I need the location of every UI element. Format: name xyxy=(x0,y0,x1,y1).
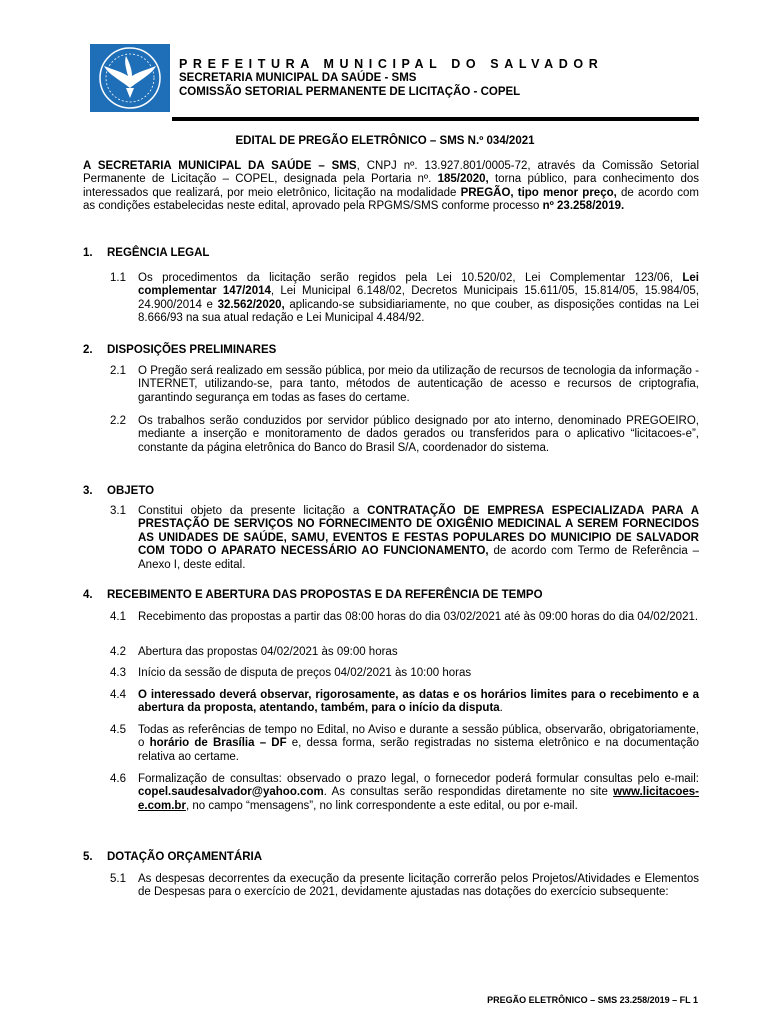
header-secretariat: SECRETARIA MUNICIPAL DA SAÚDE - SMS xyxy=(179,72,417,84)
text-run: . As consultas serão respondidas diretamente no site xyxy=(323,786,614,799)
section-number: 3. xyxy=(83,485,93,497)
clause-4-4 xyxy=(110,689,699,716)
page-footer: PREGÃO ELETRÔNICO – SMS 23.258/2019 – FL 1 xyxy=(487,995,698,1005)
section-number: 4. xyxy=(83,589,93,601)
text-run: Os procedimentos da licitação serão regidos pela Lei 10.520/02, Lei Complementar 123/06, xyxy=(138,272,683,284)
header-city: PREFEITURA MUNICIPAL DO SALVADOR xyxy=(179,57,604,71)
clause-text xyxy=(138,667,699,680)
clause-2-2 xyxy=(110,415,699,455)
section-heading-1 xyxy=(83,247,209,259)
clause-3-1 xyxy=(110,505,699,572)
clause-4-2 xyxy=(110,646,699,659)
clause-text xyxy=(138,773,699,813)
clause-text xyxy=(138,415,699,455)
clause-number: 5.1 xyxy=(110,873,126,885)
clause-text xyxy=(138,365,699,405)
text-run: Todas as referências de tempo no Edital, no Aviso e durante a sessão pública, observarão, obrigatoriamente, o xyxy=(138,724,699,750)
text-run: Recebimento das propostas a partir das 08:00 horas do dia 03/02/2021 até às 09:00 horas do dia 04/02/2021. xyxy=(138,611,699,623)
text-run: As despesas decorrentes da execução da presente licitação correrão pelos Projetos/Atividades e Elementos de Despesas para o exercício de 2021, devidamente ajustadas nas dotações do exercício subsequente: xyxy=(138,873,699,899)
clause-text xyxy=(138,873,699,900)
text-run: Início da sessão de disputa de preços 04/02/2021 às 10:00 horas xyxy=(138,667,472,679)
intro-paragraph xyxy=(83,160,699,214)
section-title: OBJETO xyxy=(107,485,155,497)
clause-text xyxy=(138,505,699,572)
text-run: horário de Brasília – DF xyxy=(149,737,287,750)
clause-number: 2.1 xyxy=(110,365,126,377)
section-heading-3 xyxy=(83,485,154,497)
section-heading-4 xyxy=(83,589,543,601)
text-run: www.licitacoes-e.com.br xyxy=(138,786,699,812)
section-title: DOTAÇÃO ORÇAMENTÁRIA xyxy=(107,851,263,863)
text-run: , Lei Municipal 6.148/02, Decretos Municipais 15.611/05, 15.814/05, 15.984/05, 24.900/2014 e xyxy=(138,285,699,311)
text-run: de acordo com Termo de Referência – Anexo I, deste edital. xyxy=(138,545,699,571)
clause-number: 4.3 xyxy=(110,667,126,679)
text-run: A SECRETARIA MUNICIPAL DA SAÚDE – SMS xyxy=(83,160,357,172)
text-run: Os trabalhos serão conduzidos por servidor público designado por ato interno, denominado PREGOEIRO, mediante a inserção e monitoramento de dados gerados ou transferidos para o aplicativo “licitacoes-e”, constante da página eletrônica do Banco do Brasil S/A, coordenador do sistema. xyxy=(138,415,699,454)
clause-5-1 xyxy=(110,873,699,900)
text-run: . xyxy=(499,702,503,715)
text-run: torna público, para conhecimento dos interessados que realizará, por meio eletrônico, licitação na modalidade xyxy=(83,173,700,199)
clause-number: 1.1 xyxy=(110,272,126,284)
text-run: CONTRATAÇÃO DE EMPRESA ESPECIALIZADA PARA A PRESTAÇÃO DE SERVIÇOS NO FORNECIMENTO DE OXIGÊNIO MEDICINAL A SEREM FORNECIDOS AS UNIDADES DE SAÚDE, SAMU, EVENTOS E FESTAS POPULARES DO MUNICIPIO DE SALVADOR COM TODO O APARATO NECESSÁRIO AO FUNCIONAMENTO, xyxy=(138,505,699,558)
section-number: 1. xyxy=(83,247,93,259)
section-heading-5 xyxy=(83,851,262,863)
clause-2-1 xyxy=(110,365,699,405)
text-run: de acordo com as condições estabelecidas neste edital, aprovado pela RPGMS/SMS conforme processo xyxy=(83,186,699,213)
clause-text xyxy=(138,724,699,764)
clause-text xyxy=(138,611,699,624)
dove-seal-icon xyxy=(90,44,170,112)
text-run: 185/2020, xyxy=(437,173,489,186)
text-run: , no campo “mensagens”, no link correspondente a este edital, ou por e-mail. xyxy=(185,799,578,812)
clause-4-1 xyxy=(110,611,699,624)
header-divider xyxy=(172,117,699,121)
clause-number: 4.5 xyxy=(110,724,126,736)
clause-4-6 xyxy=(110,773,699,813)
section-number: 2. xyxy=(83,344,93,356)
logo xyxy=(90,44,170,112)
section-title: REGÊNCIA LEGAL xyxy=(107,247,210,259)
text-run: , CNPJ nº. 13.927.801/0005-72, através da Comissão Setorial Permanente de Licitação – COPEL, designada pela Portaria nº. xyxy=(83,160,700,186)
clause-number: 4.1 xyxy=(110,611,126,623)
text-run: Abertura das propostas 04/02/2021 às 09:00 horas xyxy=(138,646,398,658)
clause-number: 4.4 xyxy=(110,689,126,701)
text-run: 32.562/2020, xyxy=(217,298,285,311)
header-commission: COMISSÃO SETORIAL PERMANENTE DE LICITAÇÃO - COPEL xyxy=(179,86,521,98)
clause-4-3 xyxy=(110,667,699,680)
clause-text xyxy=(138,646,699,659)
clause-1-1 xyxy=(110,272,699,326)
clause-number: 4.2 xyxy=(110,646,126,658)
clause-text xyxy=(138,272,699,326)
text-run: Constitui objeto da presente licitação a xyxy=(138,505,368,517)
text-run: O Pregão será realizado em sessão pública, por meio da utilização de recursos de tecnologia da informação - INTERNET, utilizando-se, para tanto, métodos de autenticação de acesso e recursos de criptografia, garantindo segurança em todas as fases do certame. xyxy=(138,365,699,404)
section-title: DISPOSIÇÕES PRELIMINARES xyxy=(107,344,277,356)
clause-number: 4.6 xyxy=(110,773,126,785)
clause-number: 3.1 xyxy=(110,505,126,517)
section-title: RECEBIMENTO E ABERTURA DAS PROPOSTAS E DA REFERÊNCIA DE TEMPO xyxy=(107,589,543,601)
text-run: e, dessa forma, serão registradas no sistema eletrônico e na documentação relativa ao certame. xyxy=(138,737,699,763)
text-run: O interessado deverá observar, rigorosamente, as datas e os horários limites para o recebimento e a abertura da proposta, atentando, também, para o início da disputa xyxy=(138,689,699,715)
clause-text xyxy=(138,689,699,716)
page-title: EDITAL DE PREGÃO ELETRÔNICO – SMS N.º 034/2021 xyxy=(235,135,535,147)
text-run: PREGÃO, tipo menor preço, xyxy=(460,186,617,199)
text-run: Formalização de consultas: observado o prazo legal, o fornecedor poderá formular consultas pelo e-mail: xyxy=(138,773,699,785)
section-heading-2 xyxy=(83,344,276,356)
clause-number: 2.2 xyxy=(110,415,126,427)
section-number: 5. xyxy=(83,851,93,863)
text-run: copel.saudesalvador@yahoo.com xyxy=(138,786,324,799)
text-run: aplicando-se subsidiariamente, no que couber, as disposições contidas na Lei 8.666/93 na sua atual redação e Lei Municipal 4.484/92. xyxy=(138,298,699,325)
text-run: nº 23.258/2019. xyxy=(542,200,625,213)
clause-4-5 xyxy=(110,724,699,764)
text-run: Lei complementar 147/2014 xyxy=(138,272,699,298)
